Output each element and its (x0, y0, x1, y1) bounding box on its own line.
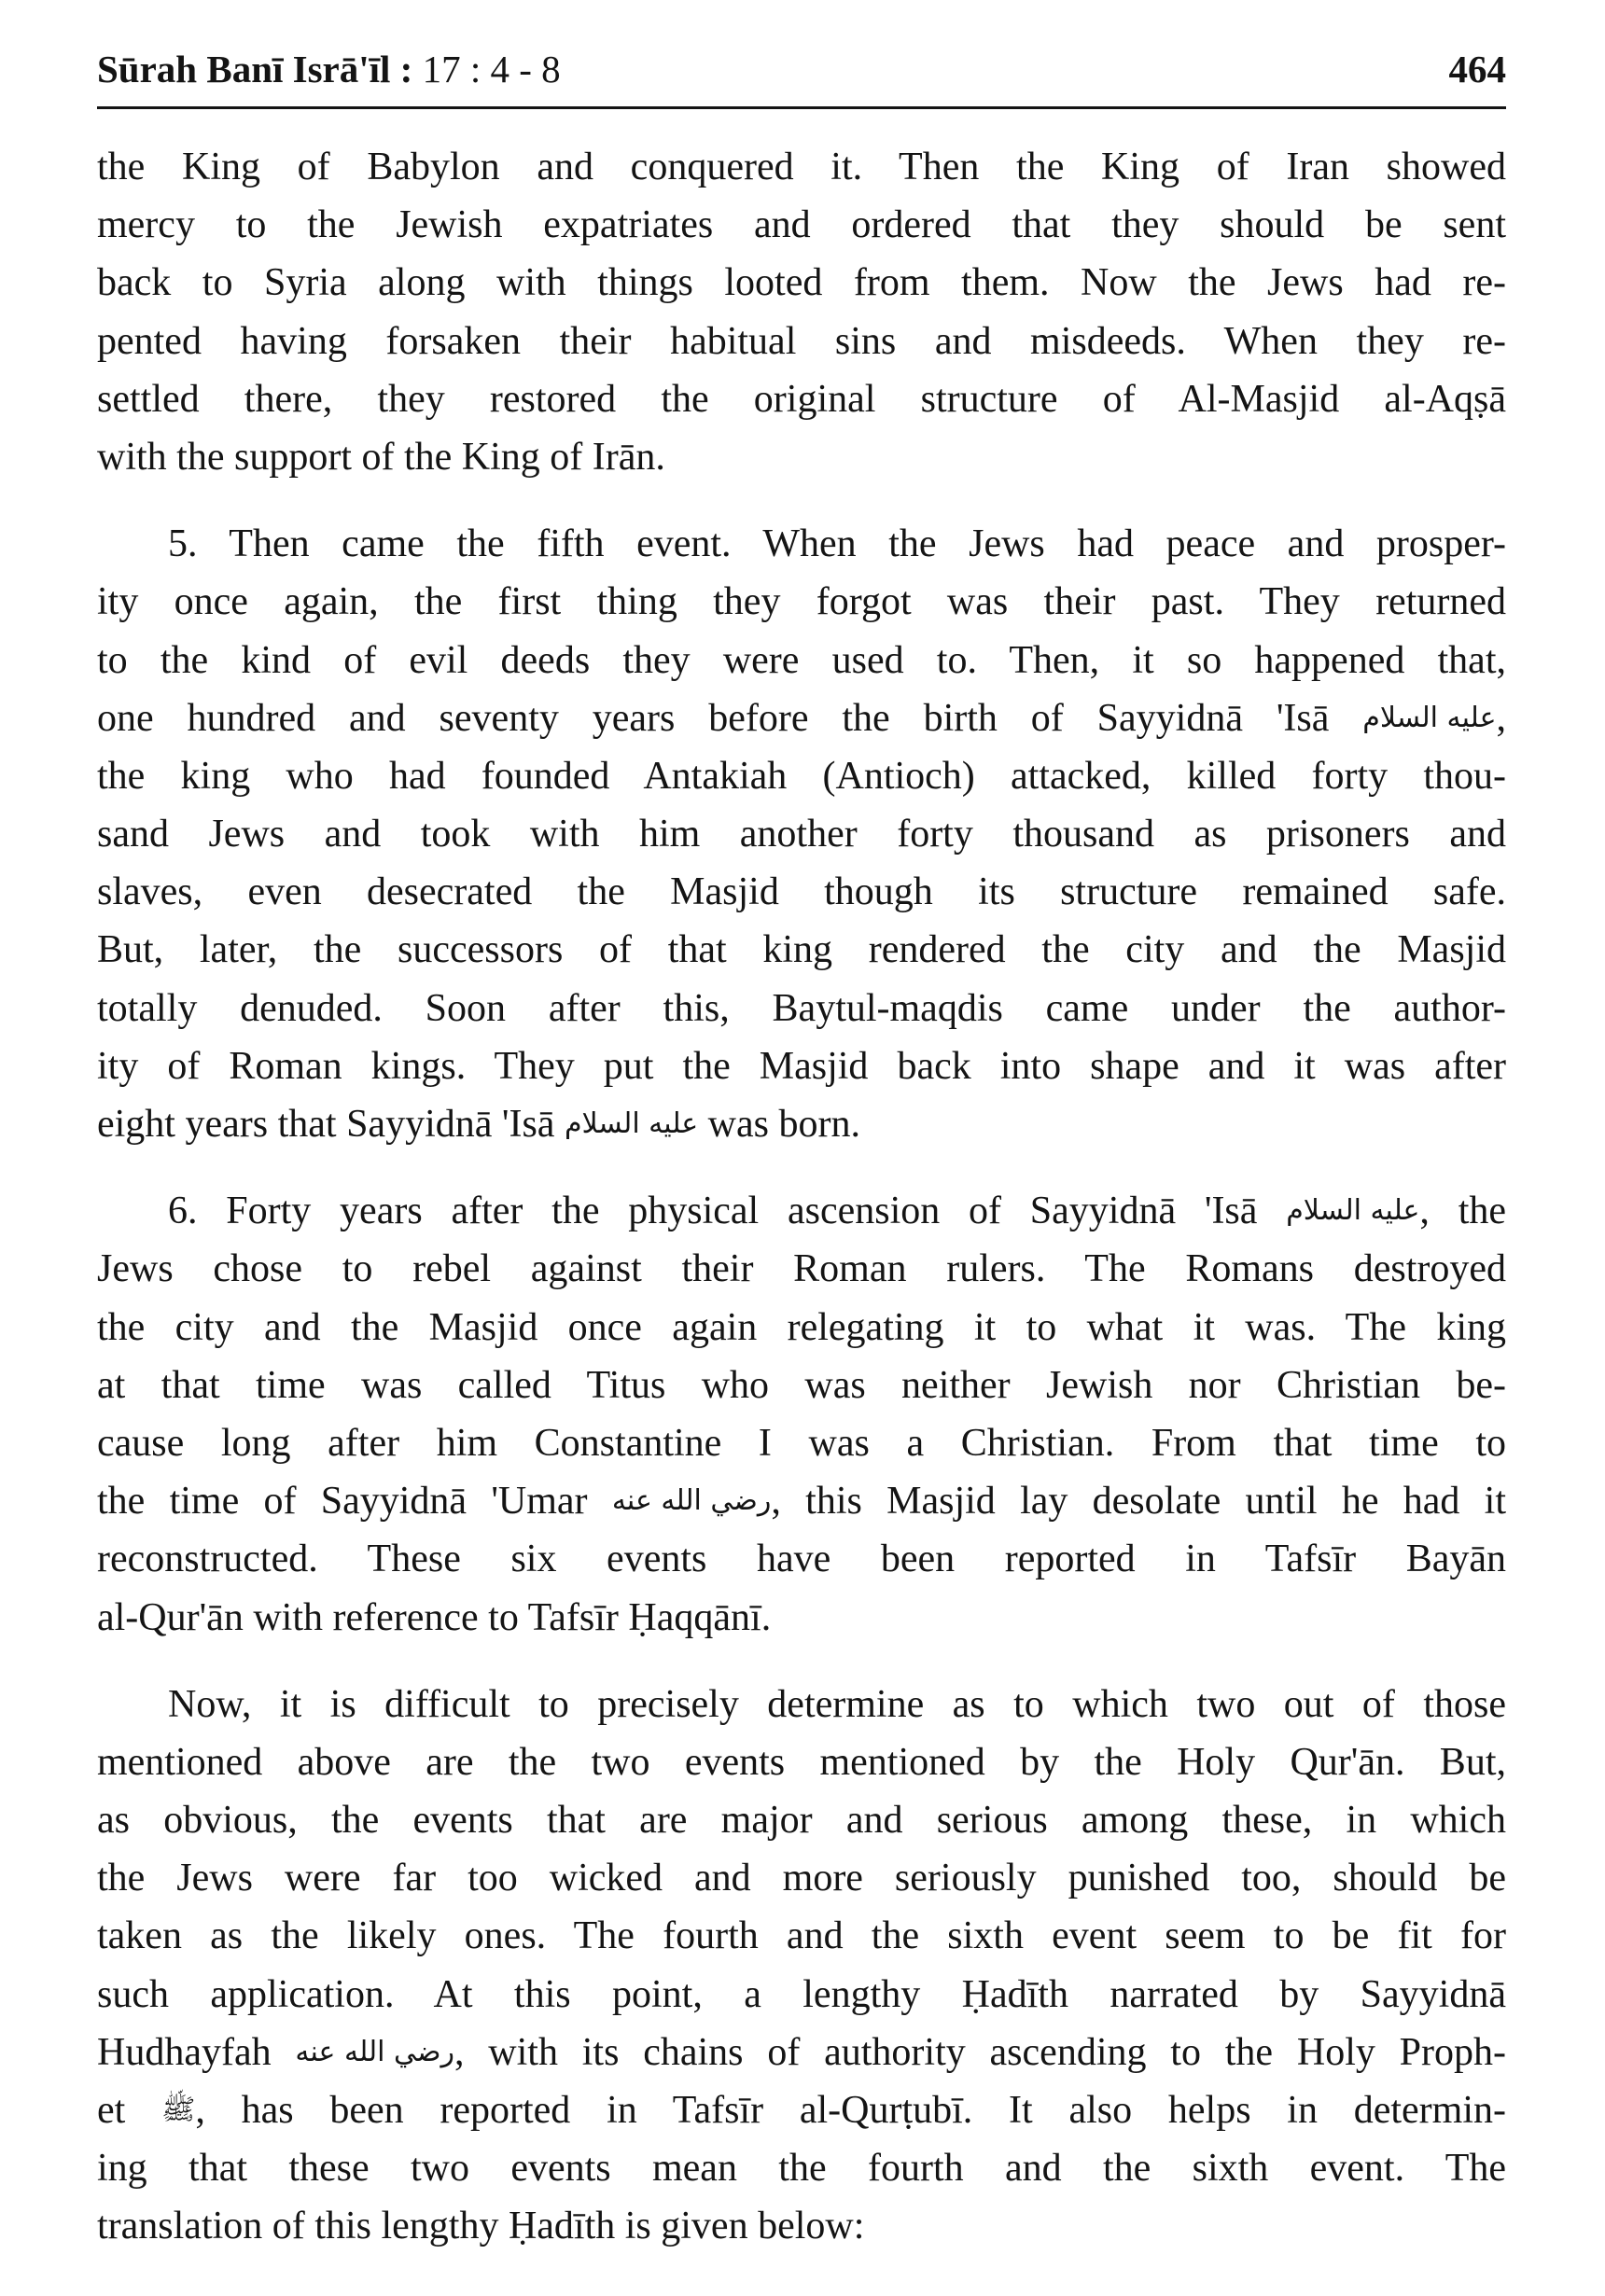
text-run: cause long after him Constantine I was a Christian. From that time to (97, 1421, 1506, 1465)
text-line (97, 689, 1506, 747)
surah-title: Sūrah Banī Isrā'īl : (97, 48, 413, 90)
text-line (97, 1299, 1506, 1357)
text-line (97, 747, 1506, 805)
text-run: mercy to the Jewish expatriates and ordered that they should be sent (97, 203, 1506, 247)
text-line (97, 2081, 1506, 2139)
text-run: , has been reported in Tafsīr al-Qurṭubī. It also helps in determin- (195, 2089, 1506, 2132)
text-run: translation of this lengthy Ḥadīth is given below: (97, 2205, 865, 2248)
text-run: But, later, the successors of that king rendered the city and the Masjid (97, 928, 1506, 972)
text-line (97, 1966, 1506, 2024)
honorific-glyph: ﷺ (161, 2094, 196, 2126)
paragraph (97, 515, 1506, 1153)
text-line (97, 2197, 1506, 2255)
text-line (97, 1357, 1506, 1414)
text-run: at that time was called Titus who was neither Jewish nor Christian be- (97, 1363, 1506, 1407)
text-run: pented having forsaken their habitual sins and misdeeds. When they re- (97, 319, 1506, 363)
text-line (97, 196, 1506, 254)
text-line (97, 1472, 1506, 1530)
paragraph (97, 138, 1506, 486)
text-line (97, 1414, 1506, 1472)
text-run: with the support of the King of Irān. (97, 435, 665, 479)
page-number: 464 (1448, 48, 1506, 90)
text-line (97, 632, 1506, 689)
text-run: eight years that Sayyidnā 'Isā (97, 1103, 565, 1146)
text-run: , the (1419, 1190, 1507, 1233)
text-line (97, 1530, 1506, 1588)
honorific-glyph: عليه السلام (1286, 1194, 1420, 1228)
text-run: one hundred and seventy years before the birth of Sayyidnā 'Isā (97, 696, 1363, 740)
text-run: al-Qur'ān with reference to Tafsīr Ḥaqqānī. (97, 1595, 772, 1639)
text-line (97, 921, 1506, 979)
text-line (97, 805, 1506, 863)
text-line (97, 1589, 1506, 1647)
text-run: 6. Forty years after the physical ascension of Sayyidnā 'Isā (168, 1190, 1287, 1233)
text-run: , with its chains of authority ascending to the Holy Proph- (454, 2030, 1506, 2074)
text-run: sand Jews and took with him another forty thousand as prisoners and (97, 813, 1506, 856)
text-run: settled there, they restored the original structure of Al-Masjid al-Aqṣā (97, 377, 1506, 421)
text-run: ity once again, the first thing they forgot was their past. They returned (97, 580, 1506, 624)
text-run: the Jews were far too wicked and more seriously punished too, should be (97, 1857, 1506, 1900)
text-run: the king who had founded Antakiah (Antioch) attacked, killed forty thou- (97, 754, 1506, 798)
text-line (97, 2024, 1506, 2081)
paragraph (97, 1676, 1506, 2256)
text-run: the King of Babylon and conquered it. Then the King of Iran showed (97, 146, 1506, 188)
text-line (97, 1733, 1506, 1791)
text-line (97, 1182, 1506, 1240)
text-line (97, 1095, 1506, 1153)
text-line (97, 313, 1506, 370)
running-title (97, 47, 561, 91)
text-run: to the kind of evil deeds they were used to. Then, it so happened that, (97, 638, 1506, 682)
text-line (97, 2139, 1506, 2197)
text-run: as obvious, the events that are major and serious among these, in which (97, 1799, 1506, 1843)
text-line (97, 428, 1506, 486)
text-line (97, 1849, 1506, 1907)
text-run: 5. Then came the fifth event. When the Jews had peace and prosper- (168, 522, 1506, 566)
body-text (97, 138, 1506, 2285)
text-line (97, 1676, 1506, 1733)
text-run: such application. At this point, a lengthy Ḥadīth narrated by Sayyidnā (97, 1972, 1506, 2016)
text-run: Now, it is difficult to precisely determine as to which two out of those (168, 1682, 1506, 1726)
text-run: reconstructed. These six events have been reported in Tafsīr Bayān (97, 1538, 1506, 1581)
text-line (97, 515, 1506, 573)
verse-reference: 17 : 4 - 8 (412, 48, 561, 90)
text-run: Hudhayfah (97, 2030, 296, 2074)
text-run: totally denuded. Soon after this, Baytul-maqdis came under the author- (97, 986, 1506, 1030)
text-run: was born. (698, 1103, 860, 1146)
text-line (97, 1907, 1506, 1965)
paragraph (97, 1182, 1506, 1647)
text-run: , this Masjid lay desolate until he had it (771, 1480, 1506, 1524)
text-run: , (1496, 696, 1506, 740)
text-run: ity of Roman kings. They put the Masjid back into shape and it was after (97, 1044, 1506, 1088)
text-line (97, 1240, 1506, 1298)
honorific-glyph: عليه السلام (1362, 701, 1497, 734)
text-run: ing that these two events mean the fourth and the sixth event. The (97, 2147, 1506, 2191)
text-run: the time of Sayyidnā 'Umar (97, 1480, 612, 1524)
text-line (97, 138, 1506, 196)
honorific-glyph: رضي الله عنه (611, 1484, 772, 1518)
honorific-glyph: رضي الله عنه (295, 2035, 454, 2068)
text-run: Jews chose to rebel against their Roman rulers. The Romans destroyed (97, 1247, 1506, 1291)
running-header (97, 39, 1506, 109)
text-run: the city and the Masjid once again relegating it to what it was. The king (97, 1305, 1506, 1349)
text-line (97, 863, 1506, 921)
text-line (97, 980, 1506, 1037)
text-run: slaves, even desecrated the Masjid though its structure remained safe. (97, 870, 1506, 914)
text-run: et (97, 2089, 162, 2132)
text-line (97, 1037, 1506, 1095)
text-line (97, 1791, 1506, 1849)
text-line (97, 370, 1506, 428)
honorific-glyph: عليه السلام (564, 1107, 699, 1140)
text-run: taken as the likely ones. The fourth and the sixth event seem to be fit for (97, 1914, 1506, 1958)
text-run: back to Syria along with things looted from them. Now the Jews had re- (97, 261, 1506, 305)
text-line (97, 573, 1506, 631)
text-run: mentioned above are the two events mentioned by the Holy Qur'ān. But, (97, 1740, 1506, 1784)
text-line (97, 254, 1506, 312)
